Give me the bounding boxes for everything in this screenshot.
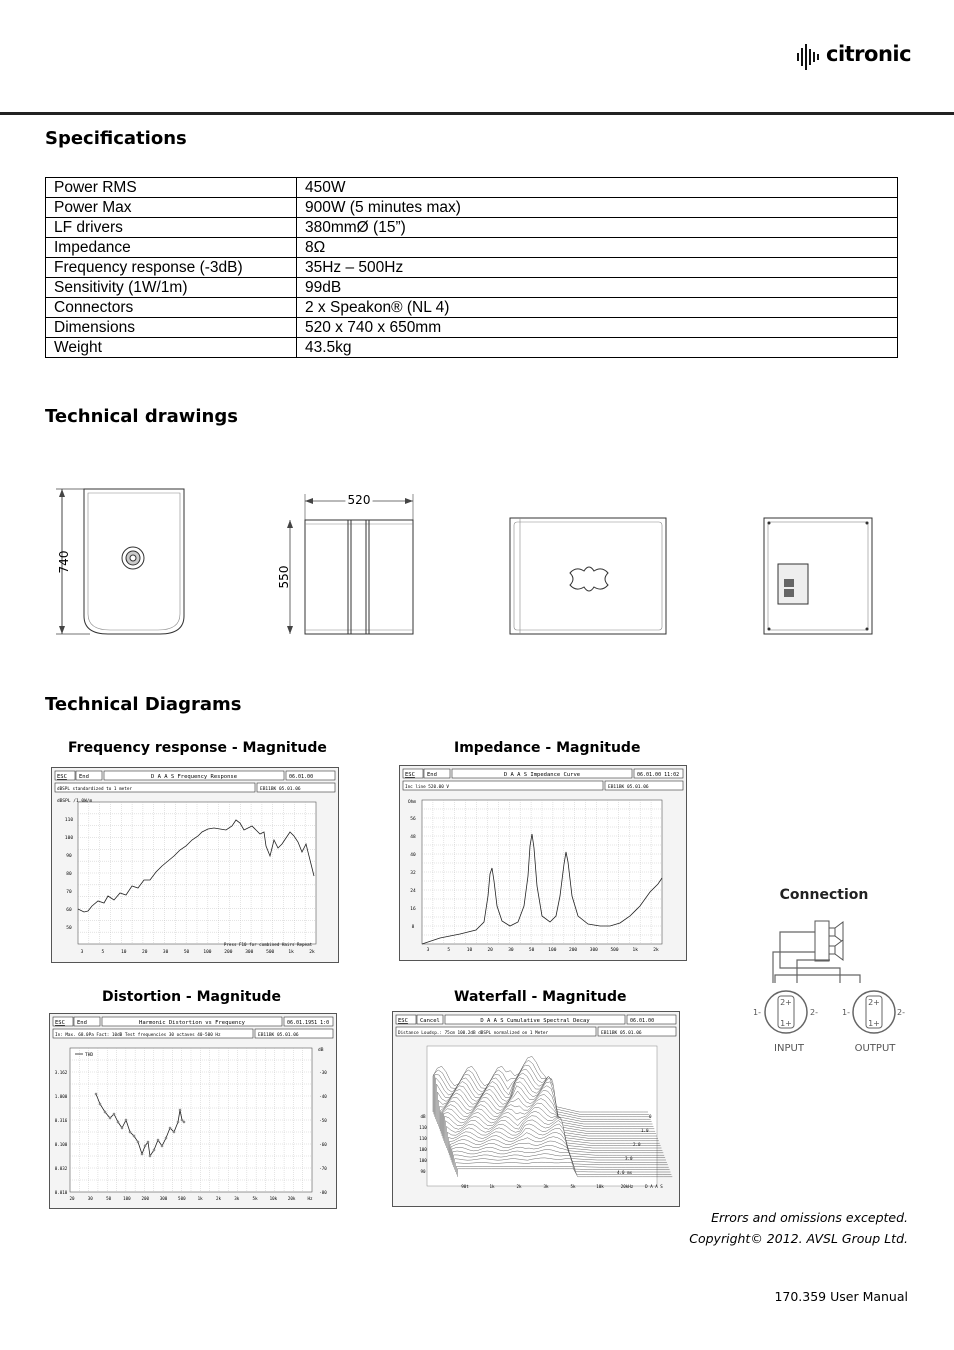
x-tick: 10k [269, 1196, 278, 1201]
x-tick: 2k [653, 948, 659, 953]
esc-label: ESC [55, 1020, 65, 1026]
spec-value: 35Hz – 500Hz [297, 258, 898, 278]
x-tick: 5 [447, 948, 451, 953]
data-point [117, 1121, 119, 1123]
screen-subtitle: In: Max. 68.0Pa Fact: 10dB Test frequencies 30 octaves 40-500 Hz [55, 1033, 221, 1038]
x-tick: 300 [245, 950, 254, 955]
svg-text:1-: 1- [753, 1008, 761, 1017]
end-label: End [77, 1020, 87, 1026]
width-dimension: 520 [347, 493, 371, 507]
frequency-response-screen [51, 767, 339, 963]
y-tick: 110 [419, 1125, 427, 1130]
y-unit: Ohm [408, 800, 417, 805]
x-tick: 1k [489, 1184, 495, 1189]
spec-label: Weight [46, 338, 297, 358]
imp-diagram-title: Impedance - Magnitude [454, 740, 641, 756]
x-tick: 1k [197, 1196, 203, 1201]
y-tick: 50 [66, 926, 72, 931]
spec-value: 99dB [297, 278, 898, 298]
x-tick: 10 [121, 950, 127, 955]
svg-text:1-: 1- [842, 1008, 850, 1017]
end-label: End [427, 772, 437, 778]
screen-date: 06.01.00 [289, 774, 314, 780]
screen-reference: EB11BK 05.01.06 [601, 1031, 642, 1036]
spec-label: Power Max [46, 198, 297, 218]
y-tick: 90 [420, 1169, 426, 1174]
x-tick: 2k [516, 1184, 522, 1189]
x-tick: 500 [266, 950, 275, 955]
y-tick: 40 [410, 853, 416, 858]
y-tick: 90 [66, 854, 72, 859]
z-tick: 3.0 [625, 1156, 633, 1161]
svg-text:2-: 2- [810, 1008, 818, 1017]
data-point [133, 1135, 135, 1137]
manual-id: 170.359 User Manual [774, 1289, 908, 1304]
data-point [183, 1121, 185, 1123]
x-tick: 200 [224, 950, 233, 955]
x-tick: 500 [610, 948, 619, 953]
x-tick: 3k [543, 1184, 549, 1189]
connection-title: Connection [779, 887, 869, 903]
screen-title: Harmonic Distortion vs Frequency [139, 1020, 245, 1026]
x-tick: 30 [87, 1196, 93, 1201]
specifications-heading: Specifications [45, 128, 187, 149]
y-tick: 100 [419, 1147, 427, 1152]
x-tick: 1k [632, 948, 638, 953]
y-tick: 16 [410, 907, 416, 912]
spec-row [46, 178, 898, 198]
data-point [173, 1131, 175, 1133]
data-point [153, 1149, 155, 1151]
y-tick-right: -50 [319, 1118, 327, 1123]
x-tick: 1k [288, 950, 294, 955]
data-point [99, 1103, 101, 1105]
screen-date: 06.01.1951 1:0 [287, 1020, 330, 1026]
spec-value: 2 x Speakon® (NL 4) [297, 298, 898, 318]
connection-diagram [745, 880, 915, 1060]
x-tick: 30 [508, 948, 514, 953]
x-tick: 20 [69, 1196, 75, 1201]
x-tick: 5k [570, 1184, 576, 1189]
y-tick: 110 [64, 818, 74, 823]
waveform-icon [796, 43, 824, 71]
spec-value: 43.5kg [297, 338, 898, 358]
screen-reference: EB11BK 05.01.06 [258, 1033, 299, 1038]
x-tick: 50 [528, 948, 535, 953]
y-tick: 100 [64, 836, 74, 841]
top-view-drawing [510, 518, 666, 634]
spec-label: Sensitivity (1W/1m) [46, 278, 297, 298]
data-point [95, 1093, 97, 1095]
x-tick: 300 [589, 948, 598, 953]
screen-title: D A A S Cumulative Spectral Decay [480, 1018, 590, 1024]
x-tick: 200 [141, 1196, 150, 1201]
spec-value: 450W [297, 178, 898, 198]
y-tick-left: 0.316 [54, 1118, 68, 1123]
x-tick: 5k [252, 1196, 258, 1201]
copyright-note: Copyright© 2012. AVSL Group Ltd. [689, 1231, 908, 1246]
x-tick: 2k [215, 1196, 221, 1201]
y-tick: 100 [419, 1158, 427, 1163]
screen-subtitle: Inc line 520.00 V [405, 785, 449, 790]
screen-date: 06.01.00 11:02 [637, 772, 680, 778]
z-tick: 0 [649, 1114, 652, 1119]
y-tick: 56 [410, 817, 416, 822]
data-point [121, 1127, 123, 1129]
input-connector-icon [753, 991, 818, 1033]
x-tick: 90t [461, 1184, 469, 1189]
esc-label: ESC [405, 772, 415, 778]
spec-row [46, 258, 898, 278]
freq-diagram-title: Frequency response - Magnitude [68, 740, 327, 756]
spec-label: Impedance [46, 238, 297, 258]
spec-label: Power RMS [46, 178, 297, 198]
brand-name: citronic [826, 42, 912, 66]
screen-title: D A A S Impedance Curve [503, 772, 581, 778]
x-tick: 100 [203, 950, 212, 955]
spec-row [46, 218, 898, 238]
side-view-drawing [287, 494, 413, 634]
y-tick: 24 [410, 889, 416, 894]
spec-value: 380mmØ (15”) [297, 218, 898, 238]
spec-value: 520 x 740 x 650mm [297, 318, 898, 338]
x-tick: 10 [466, 948, 473, 953]
water-diagram-title: Waterfall - Magnitude [454, 989, 627, 1005]
data-point [169, 1127, 171, 1129]
data-point [161, 1145, 163, 1147]
z-tick: 4.0 ms [617, 1170, 633, 1175]
y-tick-left: 3.162 [54, 1070, 68, 1075]
data-point [181, 1119, 183, 1121]
data-point [165, 1137, 167, 1139]
x-tick: 50 [106, 1196, 112, 1201]
waterfall-screen [392, 1011, 680, 1207]
depth-dimension: 550 [277, 565, 291, 589]
y-tick: 70 [66, 890, 72, 895]
top-right-unit: dB [318, 1048, 324, 1053]
screen-reference: EB11BK 05.01.06 [608, 785, 649, 790]
x-tick: 100 [548, 948, 557, 953]
end-label: End [79, 774, 89, 780]
data-point [137, 1141, 139, 1143]
y-tick: 48 [410, 835, 416, 840]
x-tick: 200 [569, 948, 578, 953]
screen-date: 06.01.00 [630, 1018, 655, 1024]
esc-label: ESC [57, 774, 67, 780]
y-tick: dB [420, 1114, 426, 1119]
front-view-drawing [56, 489, 184, 634]
x-tick: 50 [183, 950, 190, 955]
y-tick-right: -60 [319, 1142, 327, 1147]
screen-title: D A A S Frequency Response [150, 774, 238, 780]
x-tick: 20k [287, 1196, 296, 1201]
distortion-screen [49, 1013, 337, 1209]
x-tick: 5 [101, 950, 105, 955]
data-point [125, 1119, 127, 1121]
y-tick: 110 [419, 1136, 427, 1141]
y-tick-right: -70 [319, 1166, 327, 1171]
y-unit: dBSPL /1.0W/m [57, 799, 93, 804]
x-tick: 30 [162, 950, 169, 955]
y-tick: 60 [66, 908, 72, 913]
data-point [179, 1109, 181, 1111]
x-tick: Hz [307, 1196, 313, 1201]
data-point [157, 1139, 159, 1141]
x-tick: 20 [487, 948, 493, 953]
brand-logo [796, 42, 921, 72]
technical-drawings-heading: Technical drawings [45, 406, 238, 427]
z-tick: 2.0 [633, 1142, 641, 1147]
screen-subtitle: dBSPL standardized to 1 meter [57, 787, 133, 792]
input-label: INPUT [774, 1043, 804, 1054]
technical-diagrams-heading: Technical Diagrams [45, 694, 242, 715]
y-tick-left: 0.010 [54, 1190, 68, 1195]
y-tick: 8 [411, 925, 415, 930]
x-tick: 20 [142, 950, 148, 955]
data-point [147, 1141, 149, 1143]
data-point [144, 1145, 146, 1147]
data-point [177, 1121, 179, 1123]
esc-label: ESC [398, 1018, 408, 1024]
speaker-icon [815, 921, 843, 961]
svg-text:2+: 2+ [780, 998, 792, 1007]
technical-drawings [50, 484, 890, 639]
output-label: OUTPUT [854, 1043, 896, 1054]
spec-row [46, 278, 898, 298]
y-tick-left: 1.000 [54, 1094, 68, 1099]
y-tick-left: 0.032 [54, 1166, 68, 1171]
spec-row [46, 298, 898, 318]
spec-row [46, 198, 898, 218]
z-tick: 1.0 [641, 1128, 649, 1133]
spec-row [46, 338, 898, 358]
svg-text:1+: 1+ [868, 1019, 880, 1028]
spec-label: Frequency response (-3dB) [46, 258, 297, 278]
spec-row [46, 318, 898, 338]
spec-row [46, 238, 898, 258]
spec-label: Connectors [46, 298, 297, 318]
x-tick: D A A S [645, 1184, 663, 1189]
header-rule [0, 112, 954, 115]
spec-value: 8Ω [297, 238, 898, 258]
screen-note: Press F10 for combined Hairs Repeat [223, 942, 313, 947]
y-tick-left: 0.100 [54, 1142, 68, 1147]
spec-value: 900W (5 minutes max) [297, 198, 898, 218]
screen-reference: EB11BK 05.01.06 [260, 787, 301, 792]
data-point [141, 1153, 143, 1155]
y-tick-right: -80 [319, 1190, 327, 1195]
x-tick: 300 [159, 1196, 168, 1201]
y-tick: 80 [66, 872, 72, 877]
y-tick-right: -30 [319, 1070, 327, 1075]
x-tick: 3 [80, 950, 84, 955]
data-point [104, 1111, 106, 1113]
impedance-screen [399, 765, 687, 961]
data-point [109, 1117, 111, 1119]
x-tick: 500 [178, 1196, 186, 1201]
output-connector-icon [842, 991, 905, 1033]
x-tick: 3 [426, 948, 430, 953]
data-point [129, 1131, 131, 1133]
x-tick: 100 [123, 1196, 131, 1201]
screen-subtitle: Distance Loudsp.: 75cm 100.2dB dBSPL normalized on 1 Meter [398, 1031, 549, 1036]
dist-diagram-title: Distortion - Magnitude [102, 989, 281, 1005]
spec-label: LF drivers [46, 218, 297, 238]
svg-text:1+: 1+ [780, 1019, 792, 1028]
svg-text:2+: 2+ [868, 998, 880, 1007]
data-point [149, 1155, 151, 1157]
x-tick: 20kHz [620, 1184, 634, 1189]
svg-text:2-: 2- [897, 1008, 905, 1017]
data-point [113, 1113, 115, 1115]
errors-note: Errors and omissions excepted. [711, 1210, 908, 1225]
height-dimension: 740 [57, 550, 71, 574]
x-tick: 3k [234, 1196, 240, 1201]
rear-view-drawing [764, 518, 872, 634]
spec-label: Dimensions [46, 318, 297, 338]
legend-label: THD [85, 1053, 94, 1058]
x-tick: 10k [596, 1184, 604, 1189]
x-tick: 2k [309, 950, 315, 955]
y-tick-right: -40 [319, 1094, 327, 1099]
end-label: Cancel [420, 1018, 440, 1024]
y-tick: 32 [410, 871, 416, 876]
specifications-table [45, 177, 898, 358]
